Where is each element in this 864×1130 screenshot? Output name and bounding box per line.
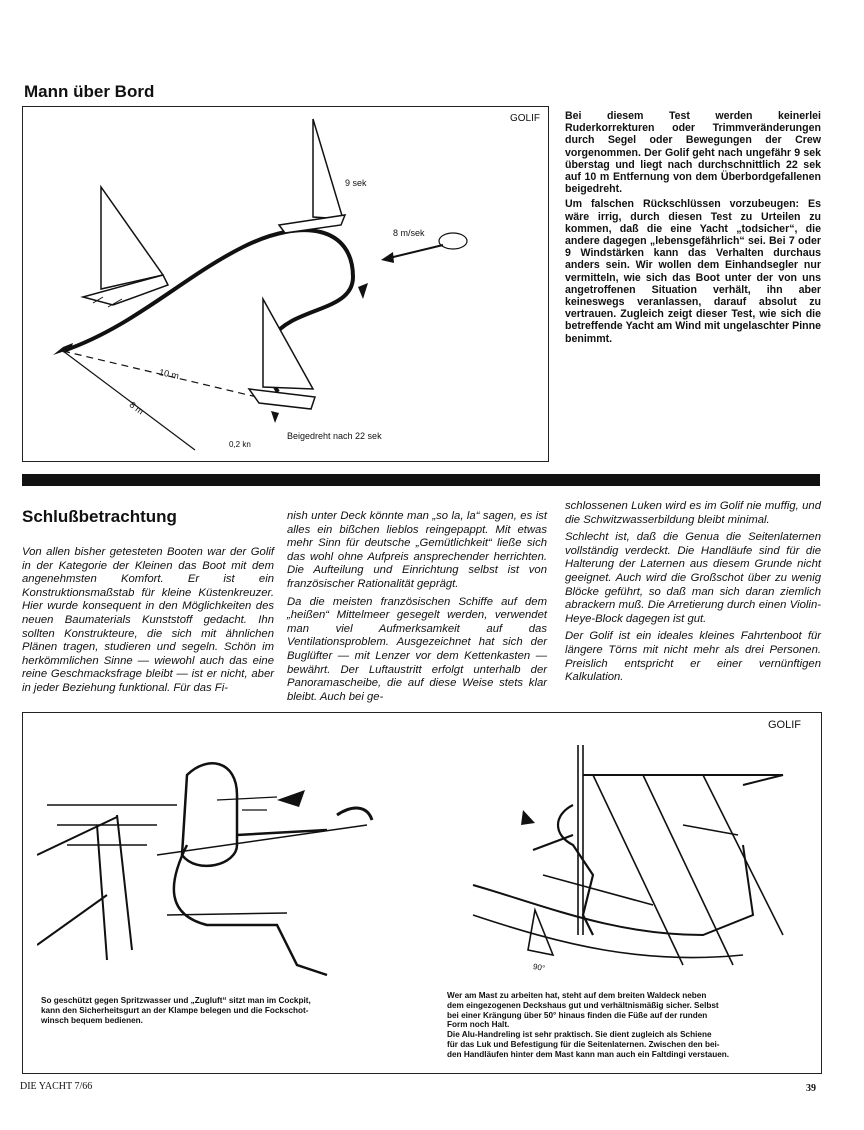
side-paragraph: Bei diesem Test werden keinerlei Ruderkorrekturen oder Trimmveränderungen durch Segel oder Bewegungen der Crew vorgenommen. Der Golif geht nach ungefähr 9 sek überstag und liegt nach durchschnittlich 22 sek auf 10 m Entfernung von dem Überbordgefallenen beigedreht. — [565, 110, 821, 196]
diagram-brand-label: GOLIF — [509, 113, 540, 124]
section-title-mann-ueber-bord: Mann über Bord — [24, 82, 155, 101]
column-paragraph: Schlecht ist, daß die Genua die Seitenlaternen vollständig verdeckt. Die Handläufe sind für die Halterung der Laternen aus diesem Grunde nicht geeignet. Auch wird die Großschot über zu wenig Blöcke geführt, so daß man sich daran ziemlich abrackern muß. Die Arretierung durch einen Violin-Heye-Block dagegen ist gut. — [565, 531, 821, 625]
page-number: 39 — [806, 1083, 816, 1094]
man-overboard-marker — [53, 343, 73, 355]
course-arrow-2 — [271, 411, 279, 423]
illustration-box — [22, 712, 822, 1074]
caption-line: Wer am Mast zu arbeiten hat, steht auf dem breiten Waldeck neben — [447, 991, 707, 1000]
caption-line: Die Alu-Handreling ist sehr praktisch. Sie dient zugleich als Schiene — [447, 1030, 712, 1040]
distance-8m-line — [63, 351, 195, 450]
text-column-2 — [287, 510, 547, 708]
text-column-3 — [565, 500, 821, 689]
section-title-schlussbetrachtung: Schlußbetrachtung — [22, 507, 177, 526]
caption-line: dem eingezogenen Deckshaus gut und verhältnismäßig sicher. Selbst — [447, 1000, 719, 1010]
side-text-mann-ueber-bord — [565, 110, 821, 348]
caption-line: bei einer Krängung über 50° hinaus finden die Füße auf der runden — [447, 1010, 708, 1020]
column-paragraph: schlossenen Luken wird es im Golif nie muffig, und die Schwitzwasserbildung bleibt minimal. — [565, 500, 821, 526]
caption-line: für das Luk und Befestigung für die Seitenlaternen. Zwischen den bei- — [447, 1039, 720, 1049]
label-9sek: 9 sek — [345, 178, 367, 188]
sailboat-start — [83, 187, 168, 307]
section-divider-bar — [22, 474, 820, 486]
sailboat-9sek — [279, 119, 345, 233]
pointer-arrow — [277, 790, 305, 807]
label-10m: 10 m — [158, 367, 180, 381]
diagram-illustration — [23, 107, 548, 461]
column-paragraph: Von allen bisher getesteten Booten war der Golif in der Kategorie der Kleinen das Boot mit dem angenehmsten Komfort. Er ist ein Konstruktionsmaßstab für kleine Küstenkreuzer. Hier wurde konsequent in den Möglichkeiten des neuen Baumaterials Kunststoff gedacht. Ihn sollten Konstrukteure, die sich mit ähnlichen Plänen tragen, studieren und segeln. Schön im herkömmlichen Sinne — wiewohl auch das eine reine Geschmacksfrage bleibt — ist er nicht, aber in jeder Beziehung funktional. Für das Fi- — [22, 546, 274, 694]
footer-magazine: DIE YACHT 7/66 — [20, 1081, 93, 1092]
course-arrow-1 — [358, 283, 368, 299]
caption-line: Form noch Halt. — [447, 1020, 510, 1030]
caption-left — [41, 996, 401, 1025]
cockpit-illustration — [37, 735, 417, 995]
label-22sek: Beigedreht nach 22 sek — [287, 431, 382, 441]
text-column-1 — [22, 546, 274, 700]
caption-line: den Handläufen hinter dem Mast kann man auch ein Faltdingi verstauen. — [447, 1049, 730, 1059]
caption-line: So geschützt gegen Spritzwasser und „Zugluft“ sitzt man im Cockpit, — [41, 996, 311, 1005]
caption-line: kann den Sicherheitsgurt an der Klampe belegen und die Fockschot- — [41, 1005, 309, 1015]
illustration-brand-label: GOLIF — [767, 719, 801, 731]
column-paragraph: Da die meisten französischen Schiffe auf dem „heißen“ Mittelmeer gesegelt werden, verwendet man viel Aufmerksamkeit auf das Ventilationsproblem. Ausgezeichnet hat sich der Buglüfter — mit Lenzer vor dem Kettenkasten — bewährt. Der Luftaustritt erfolgt unterhalb der Panoramascheibe, die auf diese Weise stets klar bleibt. Auch bei ge- — [287, 595, 547, 703]
caption-right — [447, 991, 807, 1060]
column-paragraph: Der Golif ist ein ideales kleines Fahrtenboot für längere Törns mit nicht mehr als drei Personen. Preislich entspricht er einer vernünftigen Kalkulation. — [565, 630, 821, 684]
side-paragraph: Um falschen Rückschlüssen vorzubeugen: Es wäre irrig, durch diesen Test zu Urteilen zu kommen, daß die eine Yacht „todsicher“, die andere dagegen „lebensgefährlich“ sei. Bei 7 oder 9 Windstärken kann das Verhalten durchaus anders sein. Wir wollen dem Einhandsegler nur vermitteln, wie sich das Boot unter der von uns angetroffenen Situation verhält, ihn aber keineswegs veranlassen, darauf absolut zu vertrauen. Zugleich zeigt dieser Test, wie sich die betreffende Yacht am Wind mit ungelaschter Pinne benimmt. — [565, 198, 821, 345]
label-drift-speed: 0,2 kn — [229, 440, 251, 449]
pointer-arrow-right — [521, 810, 535, 825]
foredeck-illustration — [443, 735, 813, 975]
caption-line: winsch bequem bedienen. — [41, 1015, 143, 1025]
label-wind-speed: 8 m/sek — [393, 228, 425, 238]
diagram-man-overboard — [22, 106, 549, 462]
label-8m: 8 m — [127, 399, 146, 417]
column-paragraph: nish unter Deck könnte man „so la, la“ sagen, es ist alles ein bißchen lieblos reingepappt. Mit etwas mehr Sinn für deutsche „Gemütlichkeit“ ließe sich das wohl ohne Aufpreis ansprechender herrichten. Die Aufteilung und Einrichtung selbst ist von französischer Rationalität geprägt. — [287, 510, 547, 590]
angle-label: 90° — [532, 962, 546, 973]
